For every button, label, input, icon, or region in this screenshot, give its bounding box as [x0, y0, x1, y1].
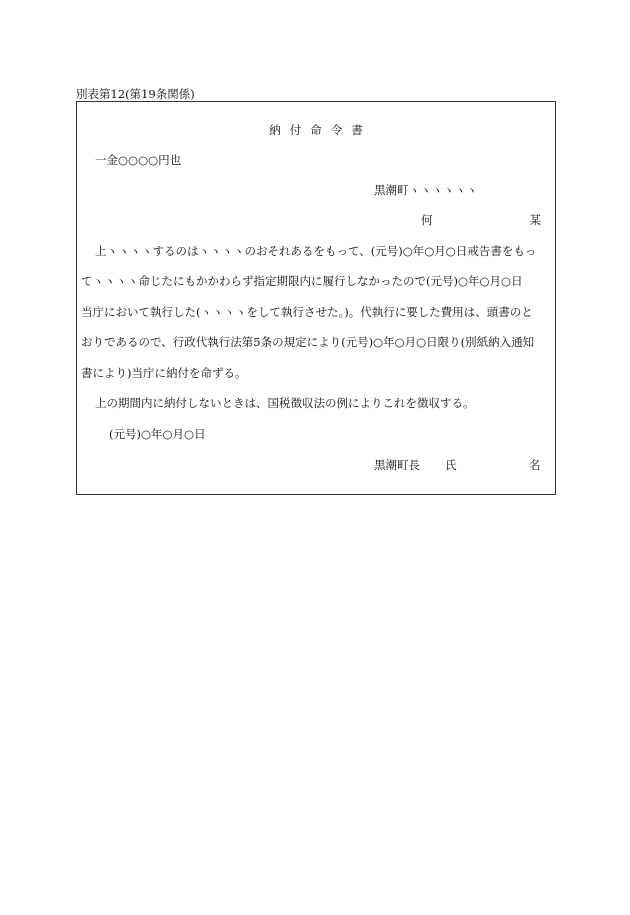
- recipient-name-part-1: 何: [421, 213, 433, 227]
- recipient-name-part-2: 某: [529, 213, 541, 227]
- recipient-address: 黒潮町ヽヽヽヽヽヽ: [374, 183, 478, 197]
- body-line-6: 上の期間内に納付しないときは、国税徴収法の例によりこれを徴収する。: [95, 396, 475, 410]
- document-title: 納付命令書: [269, 123, 372, 137]
- table-reference: 別表第12(第19条関係): [76, 87, 195, 101]
- signature-office: 黒潮町長: [374, 458, 420, 472]
- body-line-4: おりであるので、行政代執行法第5条の規定により(元号)○年○月○日限り(別紙納入通知: [81, 335, 535, 349]
- body-line-1: 上ヽヽヽヽするのはヽヽヽヽのおそれあるをもって、(元号)○年○月○日戒告書をもっ: [95, 244, 537, 258]
- body-line-3: 当庁において執行した(ヽヽヽヽをして執行させた。)。代執行に要した費用は、頭書のと: [81, 305, 533, 319]
- amount-line: 一金○○○○円也: [95, 153, 182, 167]
- body-line-5: 書により)当庁に納付を命ずる。: [81, 366, 247, 380]
- issue-date: (元号)○年○月○日: [109, 427, 206, 441]
- body-line-2: てヽヽヽヽ命じたにもかかわらず指定期限内に履行しなかったので(元号)○年○月○日: [81, 274, 523, 288]
- signature-given-name: 名: [529, 458, 541, 472]
- payment-order-form: [76, 101, 556, 495]
- signature-surname: 氏: [445, 458, 457, 472]
